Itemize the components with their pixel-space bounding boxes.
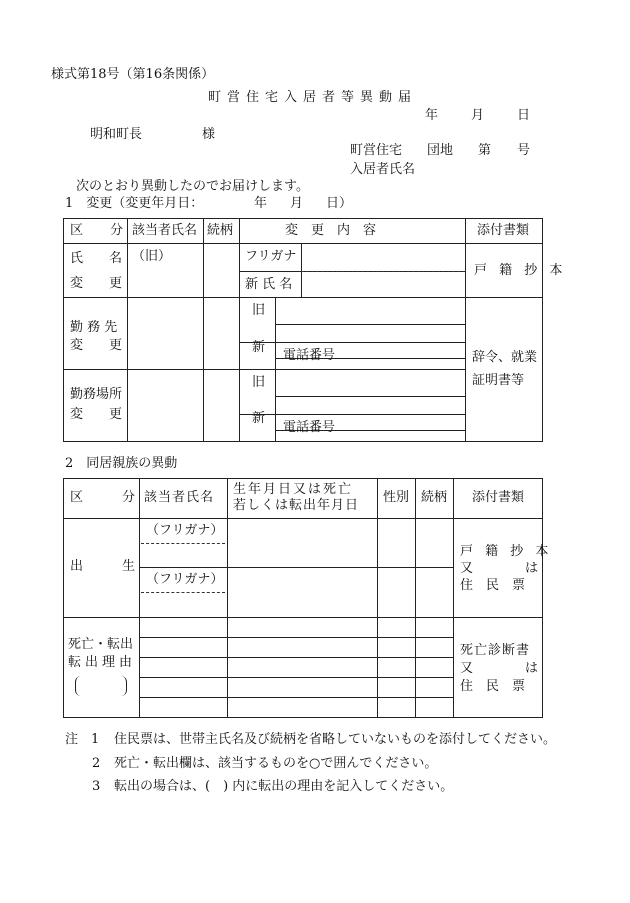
note-1: 住民票は、世帯主氏名及び続柄を省略していないものを添付してください。 [114,732,557,747]
t2-header-kubun-b: 分 [122,490,136,505]
note-3: 転出の場合は、( ) 内に転出の理由を記入してください。 [114,779,454,794]
honorific: 様 [202,127,216,142]
page-title: 町営住宅入居者等異動届 [208,90,418,105]
death-label-line1: 死亡・転出 [68,637,134,652]
death-label-line2: 転出理由 [68,655,137,670]
section1-year: 年 [254,196,268,211]
birth-doc-line3: 住 民 票 [460,578,526,593]
date-year: 年 [425,108,439,123]
t2-header-sex: 性別 [383,490,410,505]
birth-doc-line1: 戸 籍 抄 本 [460,544,553,559]
date-day: 日 [517,108,531,123]
t1-header-kubun-a: 区 [70,223,84,238]
section1-month: 月 [290,196,304,211]
name-change-furigana: フリガナ [245,249,297,264]
workplace-change-label-top: 勤務場所 [70,387,123,402]
birth-label-b: 生 [122,559,136,574]
work-docs-line2: 証明書等 [472,373,525,388]
death-doc-line2a: 又 [460,661,474,676]
birth-label-a: 出 [70,559,84,574]
danchi-label: 団地 [427,143,454,158]
date-month: 月 [471,108,485,123]
note-3-number: 3 [92,779,101,794]
t2-header-relation: 続柄 [421,490,448,505]
t2-header-attachments: 添付書類 [472,490,525,505]
work-change-label-top: 勤 務 先 [70,320,118,335]
name-change-label-bottom: 変 更 [70,276,123,291]
note-2-number: 2 [92,756,101,771]
workplace-change-old: 旧 [252,375,266,390]
workplace-change-new: 新 [252,411,266,426]
workplace-change-label-bottom: 変 更 [70,407,123,422]
note-lead: 注 1 [65,732,100,747]
section1-heading: 1 変更（変更年月日： [65,196,204,211]
t1-header-kubun-b: 分 [110,223,124,238]
work-change-label-bottom: 変 更 [70,338,123,353]
birth-furigana-2: （フリガナ） [146,572,224,587]
work-docs-line1: 辞令、就業 [472,350,538,365]
gou-label: 号 [517,143,531,158]
t1-header-change-content: 変 更 内 容 [285,223,377,238]
t1-header-attachments: 添付書類 [477,223,530,238]
t2-header-target-name: 該当者氏名 [144,490,215,505]
workplace-change-phone: 電話番号 [283,420,336,435]
resident-name-label: 入居者氏名 [350,162,416,177]
t2-header-date-line1: 生年月日又は死亡 [233,482,354,497]
birth-doc-line2a: 又 [460,561,474,576]
housing-label: 町営住宅 [350,143,403,158]
t1-header-relation: 続柄 [207,223,234,238]
intro-text: 次のとおり異動したのでお届けします。 [76,179,309,194]
death-doc-line1: 死亡診断書 [460,643,531,658]
name-change-old: （旧） [132,249,172,264]
t2-header-date-line2: 若しくは転出年月日 [233,498,360,513]
move-out-reason-bracket[interactable] [75,676,127,696]
section2-heading: 2 同居親族の異動 [65,456,178,471]
work-change-phone: 電話番号 [283,348,336,363]
work-change-new: 新 [252,340,266,355]
t2-header-kubun-a: 区 [70,490,84,505]
birth-furigana-1: （フリガナ） [146,523,224,538]
note-2: 死亡・転出欄は、該当するものを○で囲んでください。 [114,756,438,771]
form-number: 様式第18号（第16条関係） [51,67,215,82]
death-doc-line3: 住 民 票 [460,679,526,694]
birth-doc-line2b: は [525,561,539,576]
name-change-doc: 戸 籍 抄 本 [474,263,567,278]
section1-day: 日） [326,196,353,211]
dai-label: 第 [478,143,492,158]
addressee: 明和町長 [90,127,143,142]
work-change-old: 旧 [252,303,266,318]
name-change-label-top: 氏 名 [70,251,123,266]
t1-header-target-name: 該当者氏名 [132,223,198,238]
death-doc-line2b: は [525,661,539,676]
name-change-new-name: 新 氏 名 [245,277,293,292]
